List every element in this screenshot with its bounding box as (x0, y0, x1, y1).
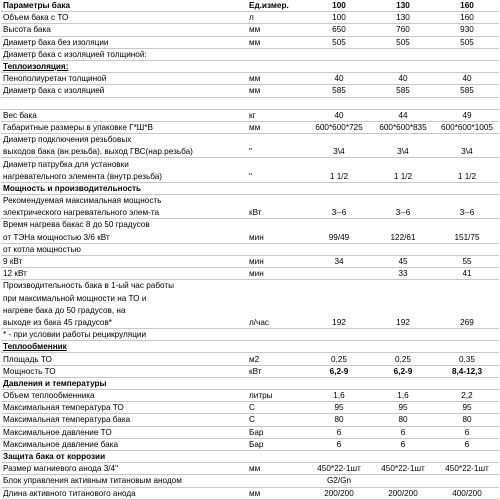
param-value-100 (307, 48, 371, 60)
param-value-160 (435, 60, 499, 72)
table-row (1, 426, 499, 438)
param-value-130: 585 (371, 85, 435, 97)
table-row (1, 450, 499, 462)
param-value-130: 600*600*835 (371, 121, 435, 133)
param-value-160: 3--6 (435, 207, 499, 219)
table-row (1, 268, 499, 280)
param-value-100 (307, 182, 371, 194)
param-value-100 (307, 97, 371, 109)
param-value-160 (435, 97, 499, 109)
param-value-130 (371, 341, 435, 353)
param-value-100: G2/Gn (307, 475, 371, 487)
param-value-160: 55 (435, 255, 499, 267)
param-value-160: 450*22-1шт (435, 463, 499, 475)
table-row (1, 414, 499, 426)
param-label: Время нагрева бакас 8 до 50 градусов (3, 220, 150, 230)
param-unit (249, 195, 307, 207)
param-label: Вес бака (1, 109, 249, 121)
spec-table (1, 0, 499, 500)
param-unit: " (249, 146, 307, 158)
param-value-130 (371, 158, 435, 170)
param-unit (249, 450, 307, 462)
param-value-130: 6 (371, 426, 435, 438)
param-value-130 (371, 450, 435, 462)
param-unit (249, 60, 307, 72)
table-row (1, 304, 499, 316)
param-unit (249, 292, 307, 304)
param-label: Максимальное давление бака (1, 438, 249, 450)
table-row (1, 475, 499, 487)
param-label: Мощность ТО (1, 365, 249, 377)
param-value-130: 40 (371, 73, 435, 85)
param-label: Мощность и производительность (1, 182, 249, 194)
param-label: 12 кВт (1, 268, 249, 280)
spec-table-body (1, 0, 499, 499)
param-value-130: 6,2-9 (371, 365, 435, 377)
param-value-160: 6 (435, 426, 499, 438)
param-value-160: 930 (435, 24, 499, 36)
param-value-160 (435, 341, 499, 353)
param-value-130: 44 (371, 109, 435, 121)
param-unit: С (249, 414, 307, 426)
param-value-100: 6 (307, 426, 371, 438)
table-row (1, 292, 499, 304)
param-value-160: 400/200 (435, 487, 499, 499)
param-unit: л (249, 12, 307, 24)
param-value-100 (307, 329, 371, 341)
param-value-130: 45 (371, 255, 435, 267)
param-value-130 (371, 195, 435, 207)
param-label: электрического нагревательного элем-та (1, 207, 249, 219)
param-value-130: 3--6 (371, 207, 435, 219)
table-row (1, 97, 499, 109)
param-value-100 (307, 243, 371, 255)
param-value-100: 80 (307, 414, 371, 426)
param-label: выходов бака (вн.резьба), выход ГВС(нар.резьба) (1, 146, 249, 158)
table-row (1, 24, 499, 36)
param-unit (249, 304, 307, 316)
param-unit: кВт (249, 207, 307, 219)
param-value-100 (307, 219, 371, 231)
param-value-130: 122/61 (371, 231, 435, 243)
param-value-100: 99/49 (307, 231, 371, 243)
param-unit (249, 280, 307, 292)
param-value-160: 505 (435, 36, 499, 48)
param-unit (249, 48, 307, 60)
param-value-100 (307, 304, 371, 316)
param-label: Объем теплообменника (1, 390, 249, 402)
param-value-130 (371, 329, 435, 341)
table-row (1, 60, 499, 72)
param-label: Площадь ТО (1, 353, 249, 365)
param-label: Теплообменник (1, 341, 249, 353)
param-value-100: 1,6 (307, 390, 371, 402)
param-label: Рекомендуемая максимальная мощность (3, 196, 162, 206)
param-unit: мин (249, 255, 307, 267)
param-unit: мм (249, 85, 307, 97)
param-label: Габаритные размеры в упаковке Г*Ш*В (1, 121, 249, 133)
param-value-160 (435, 182, 499, 194)
table-row (1, 231, 499, 243)
param-unit (249, 97, 307, 109)
param-label: выходе из бака 45 градусов* (1, 316, 249, 328)
param-value-160: 41 (435, 268, 499, 280)
param-value-130 (371, 280, 435, 292)
param-value-160 (435, 219, 499, 231)
param-label: Диаметр бака с изоляцией толщиной: (1, 48, 249, 60)
table-row (1, 243, 499, 255)
param-value-160: 600*600*1005 (435, 121, 499, 133)
param-unit: мин (249, 231, 307, 243)
table-row (1, 353, 499, 365)
param-value-100 (307, 268, 371, 280)
param-label: Защита бака от коррозии (1, 450, 249, 462)
param-value-160 (435, 243, 499, 255)
param-value-160: 40 (435, 73, 499, 85)
param-label: нагревательного элемента (внутр.резьба) (1, 170, 249, 182)
param-label: 9 кВт (1, 255, 249, 267)
param-value-130 (371, 219, 435, 231)
param-value-160: 160 (435, 12, 499, 24)
param-label: Блок управления активным титановым анодом (1, 475, 249, 487)
param-unit: мм (249, 24, 307, 36)
param-value-100 (307, 60, 371, 72)
param-value-160 (435, 377, 499, 389)
param-value-100: 40 (307, 109, 371, 121)
param-label: Диаметр подключения резьбовых (3, 135, 132, 145)
table-row (1, 365, 499, 377)
param-value-160: 0,35 (435, 353, 499, 365)
param-unit (249, 329, 307, 341)
param-value-100: 6 (307, 438, 371, 450)
param-label: Диаметр бака с изоляцией (1, 85, 249, 97)
param-value-130: 95 (371, 402, 435, 414)
param-value-100: 34 (307, 255, 371, 267)
param-value-160: 160 (435, 0, 499, 12)
param-unit: л/час (249, 316, 307, 328)
param-label: Параметры бака (1, 0, 249, 12)
param-value-130: 3\4 (371, 146, 435, 158)
param-value-100 (307, 377, 371, 389)
param-label: Производительность бака в 1-ый час работы (3, 281, 175, 291)
param-unit: м2 (249, 353, 307, 365)
table-row (1, 0, 499, 12)
param-value-160: 585 (435, 85, 499, 97)
param-unit: мм (249, 73, 307, 85)
table-row (1, 390, 499, 402)
param-label: Диаметр бака без изоляции (1, 36, 249, 48)
param-value-160 (435, 280, 499, 292)
param-value-100: 600*600*725 (307, 121, 371, 133)
param-value-130 (371, 182, 435, 194)
param-value-100: 3\4 (307, 146, 371, 158)
param-value-160: 2,2 (435, 390, 499, 402)
table-row (1, 146, 499, 158)
param-unit: мм (249, 487, 307, 499)
param-value-130 (371, 475, 435, 487)
param-value-130: 450*22-1шт (371, 463, 435, 475)
param-value-160 (435, 450, 499, 462)
param-value-100: 3--6 (307, 207, 371, 219)
param-unit: Бар (249, 438, 307, 450)
table-row (1, 121, 499, 133)
param-label: при максимальной мощности на ТО и (3, 293, 147, 303)
param-unit: мм (249, 463, 307, 475)
table-row (1, 109, 499, 121)
param-label: от ТЭНа мощностью 3/6 кВт (1, 231, 249, 243)
table-row (1, 255, 499, 267)
param-value-130 (371, 48, 435, 60)
param-unit: " (249, 170, 307, 182)
table-row (1, 134, 499, 146)
param-value-160: 80 (435, 414, 499, 426)
param-unit (249, 182, 307, 194)
table-row (1, 12, 499, 24)
param-unit (249, 475, 307, 487)
param-value-130: 200/200 (371, 487, 435, 499)
param-value-130: 0,25 (371, 353, 435, 365)
param-value-160 (435, 292, 499, 304)
table-row (1, 207, 499, 219)
param-value-100: 100 (307, 0, 371, 12)
param-value-100 (307, 134, 371, 146)
table-row (1, 170, 499, 182)
param-unit: литры (249, 390, 307, 402)
table-row (1, 329, 499, 341)
param-unit: кВт (249, 365, 307, 377)
table-row (1, 48, 499, 60)
param-value-130: 505 (371, 36, 435, 48)
param-label: * - при условии работы рецикруляции (1, 329, 249, 341)
param-label: Максимальное давление ТО (1, 426, 249, 438)
param-value-130 (371, 97, 435, 109)
param-unit (249, 219, 307, 231)
param-label: Давления и температуры (1, 377, 249, 389)
param-value-100 (307, 292, 371, 304)
param-value-130: 33 (371, 268, 435, 280)
param-value-100: 585 (307, 85, 371, 97)
table-row (1, 36, 499, 48)
param-value-160 (435, 195, 499, 207)
param-label: Пенополиуретан толщиной (1, 73, 249, 85)
param-value-160: 3\4 (435, 146, 499, 158)
table-row (1, 487, 499, 499)
param-unit (249, 377, 307, 389)
table-row (1, 219, 499, 231)
param-value-160: 1 1/2 (435, 170, 499, 182)
param-value-100 (307, 341, 371, 353)
param-value-100: 505 (307, 36, 371, 48)
param-label: Размер магниевого анода 3/4" (1, 463, 249, 475)
param-value-100: 100 (307, 12, 371, 24)
param-value-160 (435, 475, 499, 487)
param-label: Объем бака с ТО (1, 12, 249, 24)
param-value-130 (371, 134, 435, 146)
param-value-100: 40 (307, 73, 371, 85)
param-label: нагреве бака до 50 градусов, на (3, 305, 126, 315)
param-value-160 (435, 158, 499, 170)
param-label: Максимальная температура ТО (1, 402, 249, 414)
param-unit: Ед.измер. (249, 0, 307, 12)
param-value-160 (435, 304, 499, 316)
param-label: Высота бака (1, 24, 249, 36)
param-value-100: 192 (307, 316, 371, 328)
param-value-130 (371, 292, 435, 304)
param-value-160: 8,4-12,3 (435, 365, 499, 377)
param-value-130: 130 (371, 12, 435, 24)
param-value-160 (435, 48, 499, 60)
table-row (1, 316, 499, 328)
param-value-130: 6 (371, 438, 435, 450)
param-value-160 (435, 329, 499, 341)
param-value-130: 760 (371, 24, 435, 36)
table-row (1, 341, 499, 353)
param-unit (249, 158, 307, 170)
param-unit (249, 134, 307, 146)
param-label: Диаметр патрубка для установки (3, 159, 129, 169)
param-value-100: 450*22-1шт (307, 463, 371, 475)
param-unit: Бар (249, 426, 307, 438)
param-value-100 (307, 158, 371, 170)
table-row (1, 195, 499, 207)
table-row (1, 280, 499, 292)
table-row (1, 73, 499, 85)
param-value-130 (371, 60, 435, 72)
param-value-100: 95 (307, 402, 371, 414)
param-label: Максимальная температура бака (1, 414, 249, 426)
param-label (1, 97, 249, 109)
param-value-100: 0,25 (307, 353, 371, 365)
table-row (1, 158, 499, 170)
param-value-160: 49 (435, 109, 499, 121)
table-row (1, 463, 499, 475)
param-value-100: 650 (307, 24, 371, 36)
param-label: от котла мощностью (1, 243, 249, 255)
param-value-130: 1,6 (371, 390, 435, 402)
param-value-130 (371, 243, 435, 255)
param-value-160: 6 (435, 438, 499, 450)
param-label: Длина активного титанового анода (1, 487, 249, 499)
table-row (1, 377, 499, 389)
param-value-130: 1 1/2 (371, 170, 435, 182)
param-unit: кг (249, 109, 307, 121)
param-unit (249, 243, 307, 255)
table-row (1, 85, 499, 97)
table-row (1, 182, 499, 194)
param-value-100 (307, 195, 371, 207)
param-value-130: 192 (371, 316, 435, 328)
param-unit: мин (249, 268, 307, 280)
param-value-130: 80 (371, 414, 435, 426)
param-unit: мм (249, 36, 307, 48)
param-value-130 (371, 304, 435, 316)
param-value-160: 269 (435, 316, 499, 328)
param-value-100: 1 1/2 (307, 170, 371, 182)
param-label: Теплоизоляция: (1, 60, 249, 72)
table-row (1, 438, 499, 450)
param-value-160: 151/75 (435, 231, 499, 243)
param-unit (249, 341, 307, 353)
param-value-100 (307, 280, 371, 292)
param-value-100: 6,2-9 (307, 365, 371, 377)
param-unit: С (249, 402, 307, 414)
table-row (1, 402, 499, 414)
param-value-100: 200/200 (307, 487, 371, 499)
param-value-100 (307, 450, 371, 462)
param-value-130 (371, 377, 435, 389)
param-value-160 (435, 134, 499, 146)
param-value-160: 95 (435, 402, 499, 414)
param-unit: мм (249, 121, 307, 133)
param-value-130: 130 (371, 0, 435, 12)
